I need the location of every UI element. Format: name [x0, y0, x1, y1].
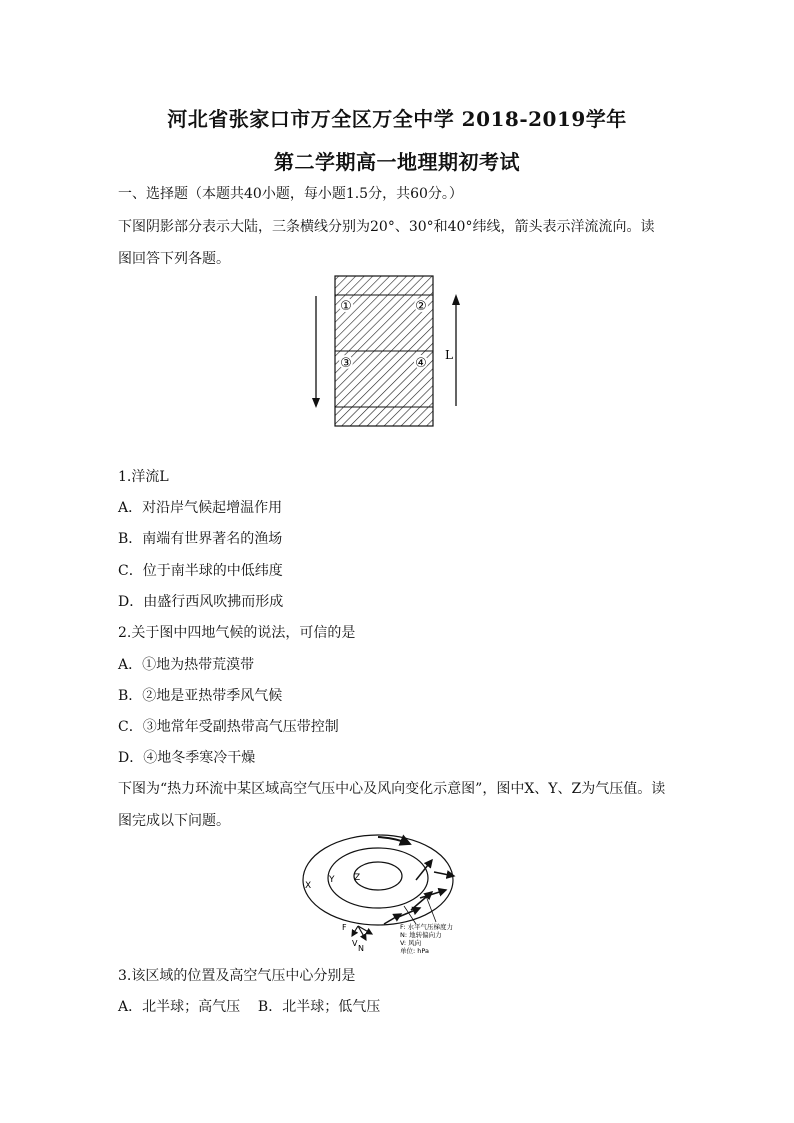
label-y: Y	[329, 875, 335, 885]
legend-line-v: V: 风向	[400, 939, 422, 947]
title-line-2: 第二学期高一地理期初考试	[274, 150, 520, 174]
label-x: X	[305, 881, 312, 891]
label-f: F	[342, 923, 347, 932]
legend-line-n: N: 地转偏向力	[400, 931, 442, 939]
legend-line-f: F: 水平气压梯度力	[400, 923, 453, 931]
q1-option-a[interactable]: A．对沿岸气候起增温作用	[118, 500, 283, 516]
wind-arrow-6	[434, 872, 454, 876]
q1-stem: 1.洋流L	[118, 469, 169, 485]
marker-2: ②	[415, 299, 427, 314]
intro-1-line-2: 图回答下列各题。	[118, 251, 230, 267]
legend-line-unit: 单位: hPa	[400, 947, 429, 954]
q2-option-a[interactable]: A．①地为热带荒漠带	[118, 657, 255, 673]
isobar-middle-y	[328, 848, 428, 908]
q3-options[interactable]: A．北半球；高气压 B．北半球；低气压	[118, 999, 381, 1015]
intro-2-line-1: 下图为“热力环流中某区域高空气压中心及风向变化示意图”，图中X、Y、Z为气压值。读	[118, 781, 666, 797]
q1-option-c[interactable]: C．位于南半球的中低纬度	[118, 563, 283, 579]
intro-2-line-2: 图完成以下问题。	[118, 813, 230, 829]
current-L-arrowhead	[452, 294, 460, 305]
figure-1-ocean-currents	[300, 272, 480, 432]
label-v: V	[352, 939, 358, 948]
q1-option-d[interactable]: D．由盛行西风吹拂而形成	[118, 594, 284, 610]
q2-option-b[interactable]: B．②地是亚热带季风气候	[118, 688, 283, 704]
vector-f	[352, 926, 358, 936]
q2-option-d[interactable]: D．④地冬季寒冷干燥	[118, 750, 256, 766]
section-header: 一、选择题（本题共40小题，每小题1.5分，共60分。）	[118, 186, 463, 202]
intro-1-line-1: 下图阴影部分表示大陆，三条横线分别为20°、30°和40°纬线，箭头表示洋流流向。读	[118, 219, 655, 235]
isobar-inner-z	[354, 862, 402, 890]
label-n: N	[358, 944, 364, 953]
marker-1: ①	[340, 299, 352, 314]
marker-4: ④	[415, 356, 427, 371]
q2-option-c[interactable]: C．③地常年受副热带高气压带控制	[118, 719, 339, 735]
wind-arrow-4	[396, 908, 420, 918]
q3-stem: 3.该区域的位置及高空气压中心分别是	[118, 968, 356, 984]
current-L-label: L	[445, 348, 453, 362]
title-line-1: 河北省张家口市万全区万全中学 2018-2019学年	[167, 107, 627, 131]
q2-stem: 2.关于图中四地气候的说法，可信的是	[118, 625, 356, 641]
marker-3: ③	[340, 356, 352, 371]
label-z: Z	[354, 873, 361, 883]
wind-arrow-1	[416, 860, 432, 880]
wind-arrow-2	[420, 890, 446, 898]
left-current-arrowhead	[312, 398, 320, 408]
wind-arrow-3	[411, 892, 432, 910]
figure-2-pressure-center	[296, 830, 486, 954]
wind-arrow-5	[384, 914, 401, 924]
q1-option-b[interactable]: B．南端有世界著名的渔场	[118, 531, 283, 547]
